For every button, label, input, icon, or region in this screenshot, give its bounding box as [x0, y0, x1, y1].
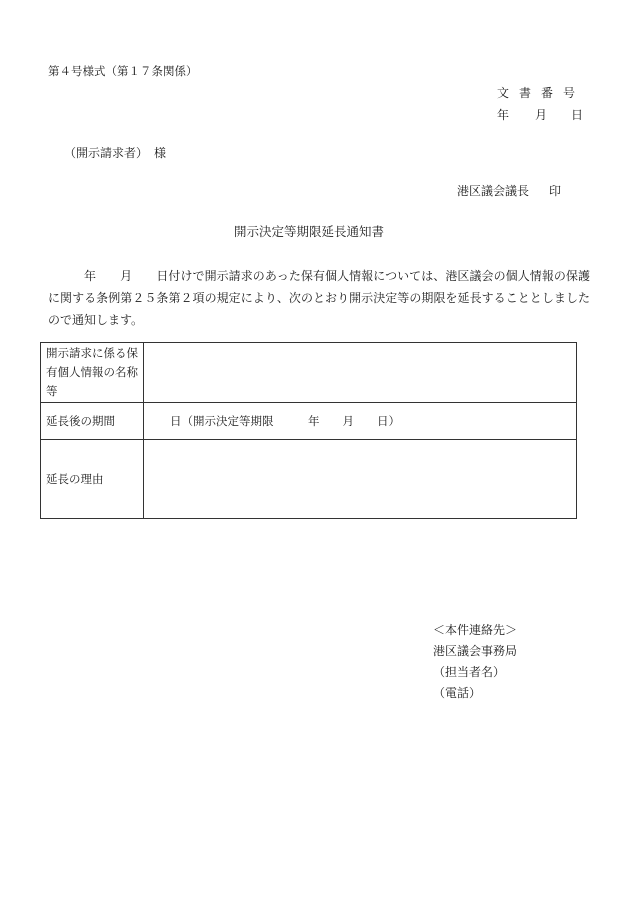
date-year: 年: [497, 108, 510, 122]
row-value-period: 日（開示決定等期限 年 月 日）: [144, 403, 577, 440]
row-value-reason: [144, 440, 577, 519]
sender-name: 港区議会議長: [457, 184, 530, 198]
document-title: 開示決定等期限延長通知書: [234, 224, 385, 239]
row-label-document: 開示請求に係る保有個人情報の名称等: [41, 343, 144, 403]
contact-phone: （電話）: [433, 686, 482, 700]
sender: [457, 185, 561, 197]
document-date: [497, 109, 583, 121]
contact-person: （担当者名）: [433, 665, 506, 679]
date-day: 日: [571, 108, 584, 122]
detail-table: [40, 342, 577, 519]
date-month: 月: [535, 108, 548, 122]
row-label-period: 延長後の期間: [41, 403, 144, 440]
contact-heading: ＜本件連絡先＞: [433, 623, 518, 637]
contact-block: [433, 620, 517, 704]
document-number-label: 文書番号: [497, 86, 586, 100]
seal-mark: 印: [549, 184, 562, 198]
row-value-document: [144, 343, 577, 403]
body-text: 年 月 日付けで開示請求のあった保有個人情報については、港区議会の個人情報の保護に関する条例第２５条第２項の規定により、次のとおり開示決定等の期限を延長することとしましたので通知します。: [48, 269, 590, 327]
form-number: 第４号様式（第１７条関係）: [48, 64, 198, 78]
row-label-reason: 延長の理由: [41, 440, 144, 519]
contact-office: 港区議会事務局: [433, 644, 518, 658]
table-row: [41, 440, 577, 519]
table-row: [41, 343, 577, 403]
addressee: （開示請求者） 様: [64, 146, 167, 160]
table-row: [41, 403, 577, 440]
